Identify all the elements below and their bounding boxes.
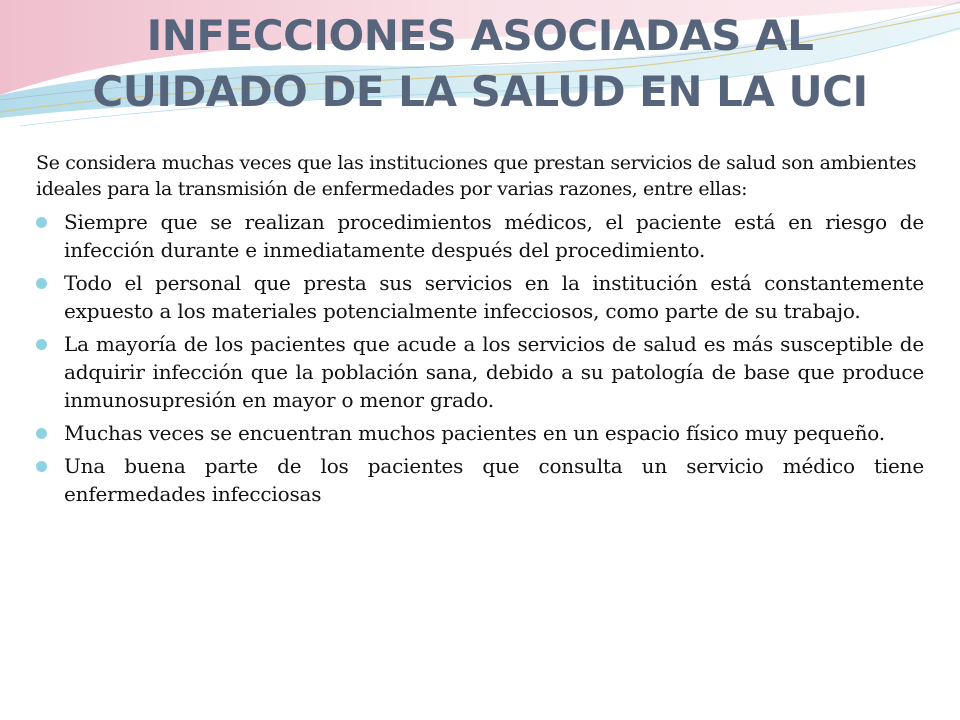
bullet-item (36, 208, 924, 264)
bullet-dot-icon (36, 461, 47, 472)
bullet-item (36, 269, 924, 325)
bullet-text: Muchas veces se encuentran muchos pacientes en un espacio físico muy pequeño. (64, 421, 885, 445)
intro-paragraph: Se considera muchas veces que las instituciones que prestan servicios de salud son ambientes ideales para la transmisión de enfermedades por varias razones, entre ellas: (36, 152, 917, 200)
title-line-1: INFECCIONES ASOCIADAS AL (146, 11, 814, 60)
bullet-dot-icon (36, 278, 47, 289)
bullet-text: La mayoría de los pacientes que acude a los servicios de salud es más susceptible de adquirir infección que la población sana, debido a su patología de base que produce inmunosupresión en mayor o menor grado. (64, 332, 924, 412)
slide-title (0, 8, 960, 120)
bullet-item (36, 330, 924, 414)
slide-content (36, 151, 924, 513)
bullet-text: Siempre que se realizan procedimientos médicos, el paciente está en riesgo de infección durante e inmediatamente después del procedimiento. (64, 210, 924, 262)
bullet-item (36, 452, 924, 508)
bullet-list (36, 208, 924, 508)
bullet-text: Todo el personal que presta sus servicios en la institución está constantemente expuesto a los materiales potencialmente infecciosos, como parte de su trabajo. (64, 271, 924, 323)
bullet-dot-icon (36, 217, 47, 228)
bullet-text: Una buena parte de los pacientes que consulta un servicio médico tiene enfermedades infecciosas (64, 454, 924, 506)
bullet-dot-icon (36, 339, 47, 350)
title-line-2: CUIDADO DE LA SALUD EN LA UCI (92, 67, 868, 116)
bullet-item (36, 419, 924, 447)
bullet-dot-icon (36, 428, 47, 439)
